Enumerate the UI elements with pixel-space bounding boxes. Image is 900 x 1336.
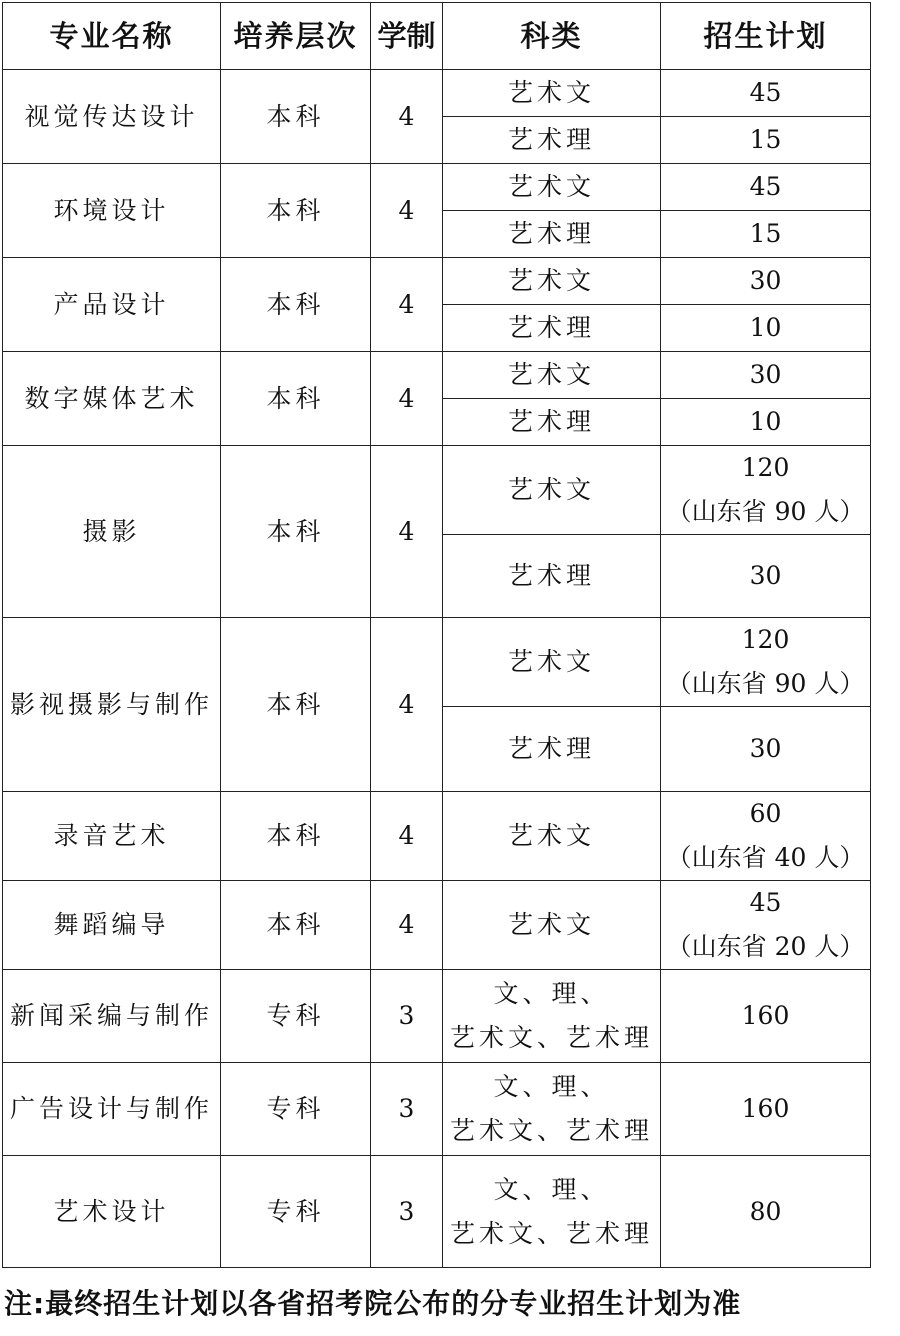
category-cell [443,399,661,446]
plan-line: 45 [749,172,782,201]
plan-line: 30 [749,360,782,389]
header-training-level: 培养层次 [221,3,371,70]
category-line: 文、理、 [493,1072,610,1101]
enrollment-plan-cell [661,707,871,792]
enrollment-plan-cell [661,352,871,399]
plan-line: 120 [741,625,790,654]
category-line: 艺术文 [507,78,595,107]
header-enrollment-plan: 招生计划 [661,3,871,70]
plan-line: （山东省 90 人） [666,497,865,526]
enrollment-plan-cell [661,258,871,305]
major-name-cell: 数字媒体艺术 [3,352,221,446]
category-line: 艺术文 [507,910,595,939]
category-cell [443,164,661,211]
category-cell [443,1156,661,1268]
enrollment-plan-cell [661,211,871,258]
enrollment-plan-cell [661,618,871,707]
table-row [3,70,871,117]
table-row [3,1063,871,1156]
table-row [3,446,871,535]
major-name-cell: 摄影 [3,446,221,618]
category-line: 艺术理 [507,313,595,342]
major-name-cell: 舞蹈编导 [3,881,221,970]
plan-line: 30 [749,266,782,295]
major-name-cell: 视觉传达设计 [3,70,221,164]
category-cell [443,535,661,618]
enrollment-plan-cell [661,305,871,352]
header-major-name: 专业名称 [3,3,221,70]
study-years-cell: 4 [371,70,443,164]
table-row [3,618,871,707]
category-line: 艺术理 [507,561,595,590]
category-cell [443,970,661,1063]
plan-line: 30 [749,561,782,590]
enrollment-plan-cell [661,399,871,446]
enrollment-plan-cell [661,446,871,535]
category-line: 艺术理 [507,734,595,763]
category-cell [443,446,661,535]
training-level-cell: 本科 [221,258,371,352]
header-category: 科类 [443,3,661,70]
table-row [3,881,871,970]
training-level-cell: 本科 [221,446,371,618]
training-level-cell: 专科 [221,1063,371,1156]
category-cell [443,117,661,164]
enrollment-plan-cell [661,535,871,618]
enrollment-plan-cell [661,1063,871,1156]
enrollment-plan-cell [661,117,871,164]
category-line: 艺术文 [507,475,595,504]
plan-line: 160 [741,1001,790,1030]
training-level-cell: 本科 [221,792,371,881]
table-row [3,970,871,1063]
study-years-cell: 4 [371,446,443,618]
study-years-cell: 4 [371,258,443,352]
major-name-cell: 广告设计与制作 [3,1063,221,1156]
category-line: 文、理、 [493,979,610,1008]
study-years-cell: 4 [371,792,443,881]
major-name-cell: 艺术设计 [3,1156,221,1268]
study-years-cell: 4 [371,881,443,970]
training-level-cell: 本科 [221,70,371,164]
table-row [3,352,871,399]
training-level-cell: 本科 [221,164,371,258]
category-cell [443,618,661,707]
table-row [3,1156,871,1268]
category-cell [443,707,661,792]
category-line: 艺术文 [507,360,595,389]
category-line: 艺术文 [507,266,595,295]
study-years-cell: 4 [371,352,443,446]
study-years-cell: 3 [371,1063,443,1156]
major-name-cell: 录音艺术 [3,792,221,881]
major-name-cell: 产品设计 [3,258,221,352]
category-line: 艺术理 [507,125,595,154]
enrollment-plan-cell [661,881,871,970]
enrollment-plan-cell [661,792,871,881]
category-line: 艺术文 [507,172,595,201]
plan-line: （山东省 40 人） [666,843,865,872]
plan-line: 15 [749,125,782,154]
category-cell [443,211,661,258]
plan-line: 10 [749,313,782,342]
major-name-cell: 新闻采编与制作 [3,970,221,1063]
plan-line: 45 [749,78,782,107]
table-row [3,792,871,881]
training-level-cell: 本科 [221,881,371,970]
category-line: 艺术理 [507,219,595,248]
training-level-cell: 本科 [221,618,371,792]
header-row [3,3,871,70]
enrollment-plan-cell [661,164,871,211]
header-study-years: 学制 [371,3,443,70]
category-line: 艺术文、艺术理 [449,1023,653,1052]
enrollment-plan-cell [661,970,871,1063]
category-cell [443,352,661,399]
training-level-cell: 本科 [221,352,371,446]
category-line: 艺术文、艺术理 [449,1218,653,1248]
category-cell [443,70,661,117]
enrollment-plan-cell [661,70,871,117]
enrollment-plan-cell [661,1156,871,1268]
major-name-cell: 环境设计 [3,164,221,258]
table-row [3,258,871,305]
plan-line: 15 [749,219,782,248]
category-cell [443,881,661,970]
category-cell [443,1063,661,1156]
category-line: 艺术文 [507,821,595,850]
category-line: 艺术文 [507,647,595,676]
plan-line: （山东省 90 人） [666,669,865,698]
plan-line: 160 [741,1094,790,1123]
category-line: 文、理、 [493,1174,610,1204]
study-years-cell: 3 [371,1156,443,1268]
training-level-cell: 专科 [221,970,371,1063]
major-name-cell: 影视摄影与制作 [3,618,221,792]
enrollment-plan-table [2,2,871,1268]
plan-line: 45 [749,888,782,917]
training-level-cell: 专科 [221,1156,371,1268]
category-line: 艺术文、艺术理 [449,1116,653,1145]
plan-line: 60 [749,799,782,828]
study-years-cell: 3 [371,970,443,1063]
plan-line: 120 [741,453,790,482]
category-line: 艺术理 [507,407,595,436]
plan-line: 10 [749,407,782,436]
study-years-cell: 4 [371,164,443,258]
plan-line: 30 [749,734,782,763]
table-row [3,164,871,211]
study-years-cell: 4 [371,618,443,792]
table-body [3,70,871,1268]
category-cell [443,792,661,881]
category-cell [443,305,661,352]
category-cell [443,258,661,305]
footnote: 注:最终招生计划以各省招考院公布的分专业招生计划为准 [4,1287,742,1320]
plan-line: （山东省 20 人） [666,932,865,961]
plan-line: 80 [749,1196,782,1226]
